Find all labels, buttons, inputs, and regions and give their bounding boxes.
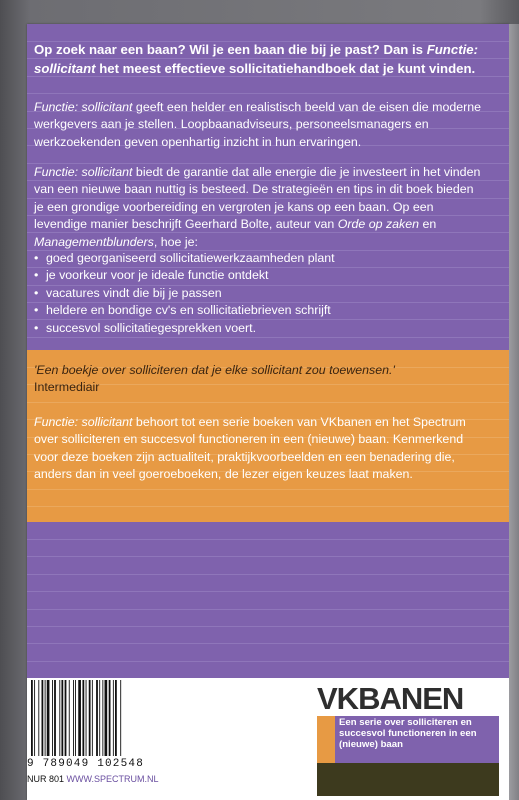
logo-vk: VK <box>317 681 359 716</box>
paragraph-text: geeft een helder en realistisch beeld van de eisen die moderne werkgevers aan je stellen. Loopbaanadviseurs, personeelsmanagers en werkzoekenden geven openhartig inzicht in hun ervaringen. <box>34 100 482 149</box>
headline-text: Op zoek naar een baan? Wil je een baan die bij je past? Dan is <box>34 42 427 57</box>
logo-wordmark <box>317 681 509 716</box>
paragraph-text: biedt de garantie dat alle energie die je investeert in het vinden van een nieuwe baan nuttig is besteed. De strategieën en tips in dit boek bieden je een grondige voorbereiding en vergroten je kans op een baan. Op een levendige manier beschrijft Geerhard Bolte, auteur van <box>34 165 481 232</box>
website-link[interactable]: WWW.SPECTRUM.NL <box>66 774 159 784</box>
ruled-line <box>27 643 509 644</box>
barcode-bar <box>96 680 98 756</box>
logo-olive-bar <box>317 763 499 796</box>
barcode-bar <box>69 680 70 756</box>
barcode-bar <box>73 680 74 756</box>
barcode-bar <box>75 680 76 756</box>
barcode-bar <box>120 680 121 756</box>
list-item-text: heldere en bondige cv's en sollicitatiebrieven schrijft <box>46 303 331 318</box>
nur-code: NUR 801 <box>27 774 65 784</box>
barcode-bar <box>59 680 60 756</box>
ruled-line <box>27 609 509 610</box>
logo-orange-bar <box>317 716 335 763</box>
other-book-title: Managementblunders <box>34 234 154 249</box>
description-paragraph <box>34 164 486 251</box>
list-item-text: succesvol sollicitatiegesprekken voert. <box>46 320 257 335</box>
barcode-bar <box>113 680 114 756</box>
list-item <box>34 267 486 284</box>
isbn-number: 9 789049 102548 <box>27 758 145 770</box>
ruled-line <box>27 556 509 557</box>
barcode-bar <box>99 680 100 756</box>
bullet-icon: • <box>34 320 39 335</box>
barcode-bar <box>42 680 44 756</box>
ruled-line <box>27 591 509 592</box>
ruled-line <box>27 402 509 403</box>
list-item-text: je voorkeur voor je ideale functie ontdekt <box>46 268 269 283</box>
paragraph-text: , hoe je: <box>153 234 198 249</box>
barcode-bar <box>82 680 84 756</box>
book-title: Functie: sollicitant <box>34 415 133 429</box>
list-item <box>34 285 486 302</box>
list-item-text: vacatures vindt die bij je passen <box>46 285 222 300</box>
headline-book-title: Functie: sollicitant <box>34 42 478 76</box>
barcode-bar <box>102 680 103 756</box>
barcode-bar <box>34 680 35 756</box>
barcode-bar <box>78 680 81 756</box>
ruled-line <box>27 93 509 94</box>
logo-block <box>317 716 509 796</box>
barcode-bar <box>47 680 50 756</box>
ruled-line <box>27 489 509 490</box>
ruled-line <box>27 574 509 575</box>
ruled-line <box>27 626 509 627</box>
barcode-bar <box>61 680 63 756</box>
purple-panel-bottom <box>27 522 509 678</box>
bullet-list <box>34 250 486 337</box>
bullet-icon: • <box>34 268 39 283</box>
list-item-text: goed georganiseerd sollicitatiewerkzaamheden plant <box>46 251 335 265</box>
logo-banen: BANEN <box>358 681 464 716</box>
bullet-icon: • <box>34 303 39 318</box>
barcode-bar <box>109 680 111 756</box>
review-quote <box>34 362 486 397</box>
bullet-icon: • <box>34 251 39 265</box>
list-item <box>34 250 486 267</box>
book-title: Functie: sollicitant <box>34 100 133 114</box>
intro-paragraph <box>34 99 486 151</box>
logo-tagline: Een serie over solliciteren en succesvol functioneren in een (nieuwe) baan <box>339 717 477 751</box>
barcode-bar <box>89 680 91 756</box>
paragraph-text: behoort tot een serie boeken van VKbanen en het Spectrum over solliciteren en succesvol functioneren in een (nieuwe) baan. Kenmerkend voor deze boeken zijn actualiteit, praktijkvoorbeelden en een benadering die, anders dan in veel goeroeboeken, de lezer eigen keuzes laat maken. <box>34 415 466 482</box>
barcode-bar <box>115 680 117 756</box>
headline-text-end: het meest effectieve sollicitatiehandboek dat je kunt vinden. <box>95 61 476 76</box>
book-title: Functie: sollicitant <box>34 165 133 179</box>
paragraph-text: en <box>419 217 437 232</box>
barcode-bar <box>45 680 46 756</box>
barcode-bar <box>38 680 39 756</box>
ruled-line <box>27 661 509 662</box>
ruled-line <box>27 506 509 507</box>
barcode-icon <box>27 680 167 756</box>
quote-text: 'Een boekje over solliciteren dat je elke sollicitant zou toewensen.' <box>34 363 395 377</box>
bullet-icon: • <box>34 285 39 300</box>
headline <box>34 40 486 78</box>
publisher-info <box>27 774 159 784</box>
back-cover <box>27 24 509 800</box>
barcode-bar <box>54 680 56 756</box>
barcode-bar <box>86 680 87 756</box>
other-book-title: Orde op zaken <box>337 217 420 232</box>
barcode-bar <box>31 680 33 756</box>
quote-source: Intermediair <box>34 380 100 395</box>
series-paragraph <box>34 414 486 484</box>
barcode-bar <box>52 680 53 756</box>
list-item <box>34 320 486 337</box>
barcode-bar <box>65 680 67 756</box>
ruled-line <box>27 539 509 540</box>
barcode-bar <box>105 680 108 756</box>
list-item <box>34 302 486 319</box>
vkbanen-logo <box>317 681 509 796</box>
barcode-bar <box>92 680 93 756</box>
